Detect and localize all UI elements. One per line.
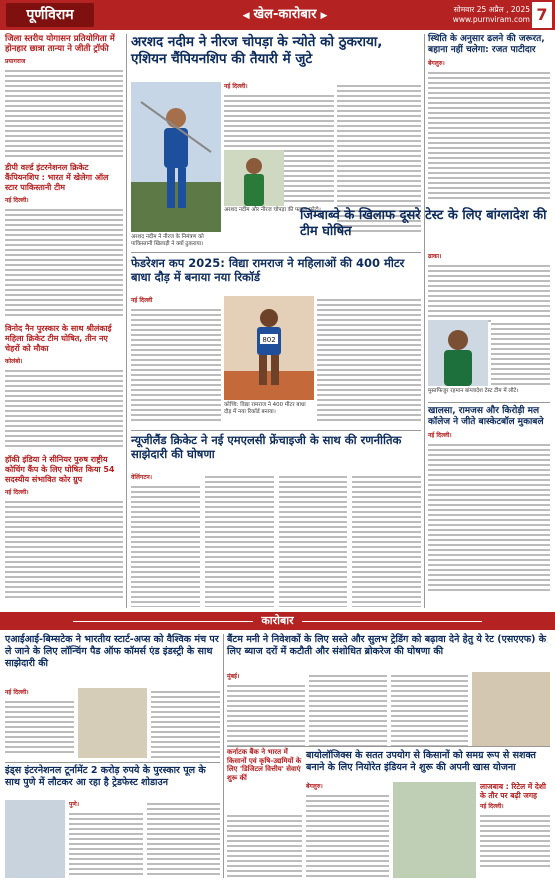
story-body — [147, 800, 221, 878]
story-headline[interactable]: इंड्स इंटरनेशनल टूर्नामेंट 2 करोड़ रुपये के पुरस्कार पूल के साथ पुणे में लौटकर आ रहा है ट्रेडफेस्ट शोडाउन — [5, 765, 206, 788]
story-headline[interactable]: बैंटम मनी ने निवेशकों के लिए सस्ते और सुलभ ट्रेडिंग को बढ़ावा देने हेतु ये रेट (एसएएफ) के लिए ब्याज दरों में कटौती और संशोधित ब्रोकरेज की घोषणा की — [227, 634, 547, 657]
story-body — [5, 367, 123, 449]
story-body — [306, 792, 389, 878]
story-headline[interactable]: डीपी वर्ल्ड इंटरनेशनल क्रिकेट कैंपियनशिप : भारत में खेलेगा ऑल स्टार पाकिस्तानी टीम — [5, 163, 109, 192]
column-divider — [223, 634, 224, 878]
story-headline[interactable]: जिम्बाब्वे के खिलाफ दूसरे टेस्ट के लिए बांग्लादेश की टीम घोषित — [300, 208, 547, 239]
nz-body-col — [131, 473, 200, 608]
business-section-bar: कारोबार — [0, 612, 555, 630]
section-divider — [428, 402, 550, 403]
newspaper-logo[interactable]: पूर्णविराम — [6, 3, 94, 27]
biz-story5-headline-box — [306, 750, 550, 780]
story-body — [5, 67, 123, 157]
story-body — [131, 483, 200, 607]
biz-story1-body — [5, 688, 220, 758]
athlete-photo-left — [131, 82, 221, 232]
story-body — [428, 262, 550, 322]
story-kicker: प्रयागराज — [5, 58, 26, 65]
story-kicker: नई दिल्ली। — [5, 197, 29, 204]
story-body — [151, 688, 220, 758]
event-photo — [5, 800, 65, 878]
athlete-photo-graphic — [131, 82, 221, 232]
lead-story-headline-box — [131, 34, 421, 80]
column-divider — [424, 34, 425, 608]
nz-story-headline-box — [131, 433, 421, 469]
nz-headline[interactable]: न्यूजीलैंड क्रिकेट ने नई एमएलसी फ्रेंचाइजी के साथ की रणनीतिक साझेदारी की घोषणा — [131, 433, 402, 461]
story-kicker: नई दिल्ली। — [5, 689, 29, 696]
story-body — [317, 296, 421, 424]
left-column — [5, 34, 123, 608]
story-body — [352, 473, 421, 607]
story-headline[interactable]: विनोद नैन पुरस्कार के साथ श्रीलंकाई महिला क्रिकेट टीम घोषित, तीन नए चेहरों को मौका — [5, 324, 112, 353]
story-kicker: बेंगलुरु। — [306, 783, 323, 790]
story-kicker: कोलंबो। — [5, 358, 23, 365]
section-divider — [131, 252, 421, 253]
story-body — [391, 672, 469, 746]
story-headline[interactable]: हॉकी इंडिया ने सीनियर पुरुष राष्ट्रीय कोचिंग कैंप के लिए घोषित किया 54 सदस्यीय संभावित कोर ग्रुप — [5, 455, 115, 484]
story-body — [428, 69, 550, 199]
story-body — [491, 320, 550, 386]
lead-headline[interactable]: अरशद नदीम ने नीरज चोपड़ा के न्योते को ठुकराया, एशियन चैंपियनशिप की तैयारी में जुटे — [131, 34, 383, 67]
story-body — [227, 812, 302, 878]
biz-story1-headline-box — [5, 634, 220, 686]
section-divider — [131, 430, 421, 431]
story-kicker: नई दिल्ली। — [480, 803, 504, 810]
story-kicker: नई दिल्ली। — [5, 489, 29, 496]
fed-body-col2 — [317, 296, 421, 426]
story-body — [227, 682, 305, 746]
story-body — [5, 698, 74, 756]
right-story2-body2 — [491, 320, 550, 386]
story-headline[interactable]: स्थिति के अनुसार ढलने की जरूरत, बहाना नहीं चलेगा: रजत पाटीदार — [428, 34, 545, 55]
event-photo — [393, 782, 476, 878]
section-divider — [5, 762, 220, 763]
athlete-photo-small — [224, 150, 284, 206]
biz-story3-body — [227, 672, 550, 746]
story-body — [5, 498, 123, 598]
nz-body — [131, 473, 421, 608]
story-kicker: नई दिल्ली। — [428, 432, 452, 439]
biz-story2-headline-box — [5, 765, 220, 797]
section-divider — [227, 746, 550, 747]
athlete-photo-graphic — [224, 296, 314, 400]
biz-story3-headline-box — [227, 634, 550, 670]
athlete-photo-graphic — [224, 150, 284, 206]
dateline — [430, 5, 530, 25]
biz-story2-body — [5, 800, 220, 878]
photo-caption: मुस्तफिजुर रहमान बांग्लादेश टेस्ट टीम में लौटे। — [428, 388, 519, 394]
page-number: 7 — [532, 2, 552, 28]
story-kicker: नई दिल्ली। — [224, 83, 248, 90]
fed-story-headline-box — [131, 256, 421, 292]
event-photo — [472, 672, 550, 746]
story-body — [5, 206, 123, 318]
story-body — [309, 672, 387, 746]
cricketer-photo-graphic — [428, 320, 488, 386]
biz-body-col — [5, 688, 74, 758]
story-body — [279, 473, 348, 607]
story-headline[interactable]: खालसा, रामजस और किरोड़ी मल कॉलेज ने जीते बास्केटबॉल मुकाबले — [428, 406, 544, 427]
story-body — [131, 306, 221, 424]
fed-body — [131, 296, 221, 426]
biz-story5-body — [306, 782, 476, 878]
fed-headline[interactable]: फेडरेशन कप 2025: विद्या रामराज ने महिलाओं की 400 मीटर बाधा दौड़ में बनाया नया रिकॉर्ड — [131, 256, 405, 284]
biz-body-col — [69, 800, 143, 878]
cricketer-photo — [428, 320, 488, 386]
story-body — [480, 812, 550, 870]
event-photo — [78, 688, 147, 758]
fed-athlete-photo — [224, 296, 314, 400]
story-headline[interactable]: कर्नाटक बैंक ने भारत में किसानों एवं कृषि-उद्यमियों के लिए 'डिजिटल वित्तीय' सेवाएं शुरू कीं — [227, 748, 302, 782]
bib-number: 802 — [262, 336, 276, 344]
story-kicker: बेंगलुरु। — [428, 60, 445, 67]
right-story2-headline-box — [300, 208, 550, 248]
photo-caption: कोच्चि: विद्या रामराज ने 400 मीटर बाधा दौड़ में नया रिकॉर्ड बनाया। — [224, 402, 306, 415]
photo-caption: अरशद नदीम और नीरज चोपड़ा की फाइल फोटो। — [224, 207, 321, 213]
story-kicker: ढाका। — [428, 253, 442, 260]
biz-body-col — [306, 782, 389, 878]
website-link[interactable]: www.purnviram.com — [452, 15, 530, 24]
story-body — [428, 441, 550, 591]
story-headline[interactable]: बायोलॉजिक्स के सतत उपयोग से किसानों को समग्र रूप से सशक्त बनाने के लिए नियोरेत इंडियन ने शुरू की अपनी खास योजना — [306, 750, 536, 773]
biz-body-col — [227, 672, 305, 746]
section-title: ◀ खेल-कारोबार ▶ — [230, 4, 340, 26]
right-story1 — [428, 34, 550, 134]
story-kicker: पुणे। — [69, 801, 80, 808]
column-divider — [126, 34, 127, 608]
story-body — [69, 810, 143, 878]
right-story2-body — [428, 252, 550, 316]
story-headline[interactable]: जिला स्तरीय योगासन प्रतियोगिता में होनहार छात्रा तान्या ने जीती ट्रॉफी — [5, 34, 115, 54]
story-kicker: वेलिंगटन। — [131, 474, 152, 481]
story-headline[interactable]: एआईआई-बिम्सटेक ने भारतीय स्टार्ट-अप्स को वैश्विक मंच पर ले जाने के लिए लॉन्चिंग पैड ऑफ कॉमर्स एंड इंडस्ट्री के साथ साझेदारी की — [5, 634, 219, 669]
story-kicker: मुंबई। — [227, 673, 240, 680]
story-kicker: नई दिल्ली — [131, 297, 153, 304]
date-text: सोमवार 25 अप्रैल , 2025 — [453, 5, 530, 14]
story-headline[interactable]: लाजबाब : रिटेल में देशी के तौर पर बढ़ी जगह — [480, 782, 546, 800]
photo-caption: अरशद नदीम ने नीरज के निमंत्रण को पाकिस्तानी खिलाड़ी ने क्यों ठुकराया। — [131, 234, 204, 247]
biz-story6 — [480, 782, 550, 878]
story-body — [205, 473, 274, 607]
biz-story4 — [227, 748, 302, 808]
right-story3 — [428, 406, 550, 606]
